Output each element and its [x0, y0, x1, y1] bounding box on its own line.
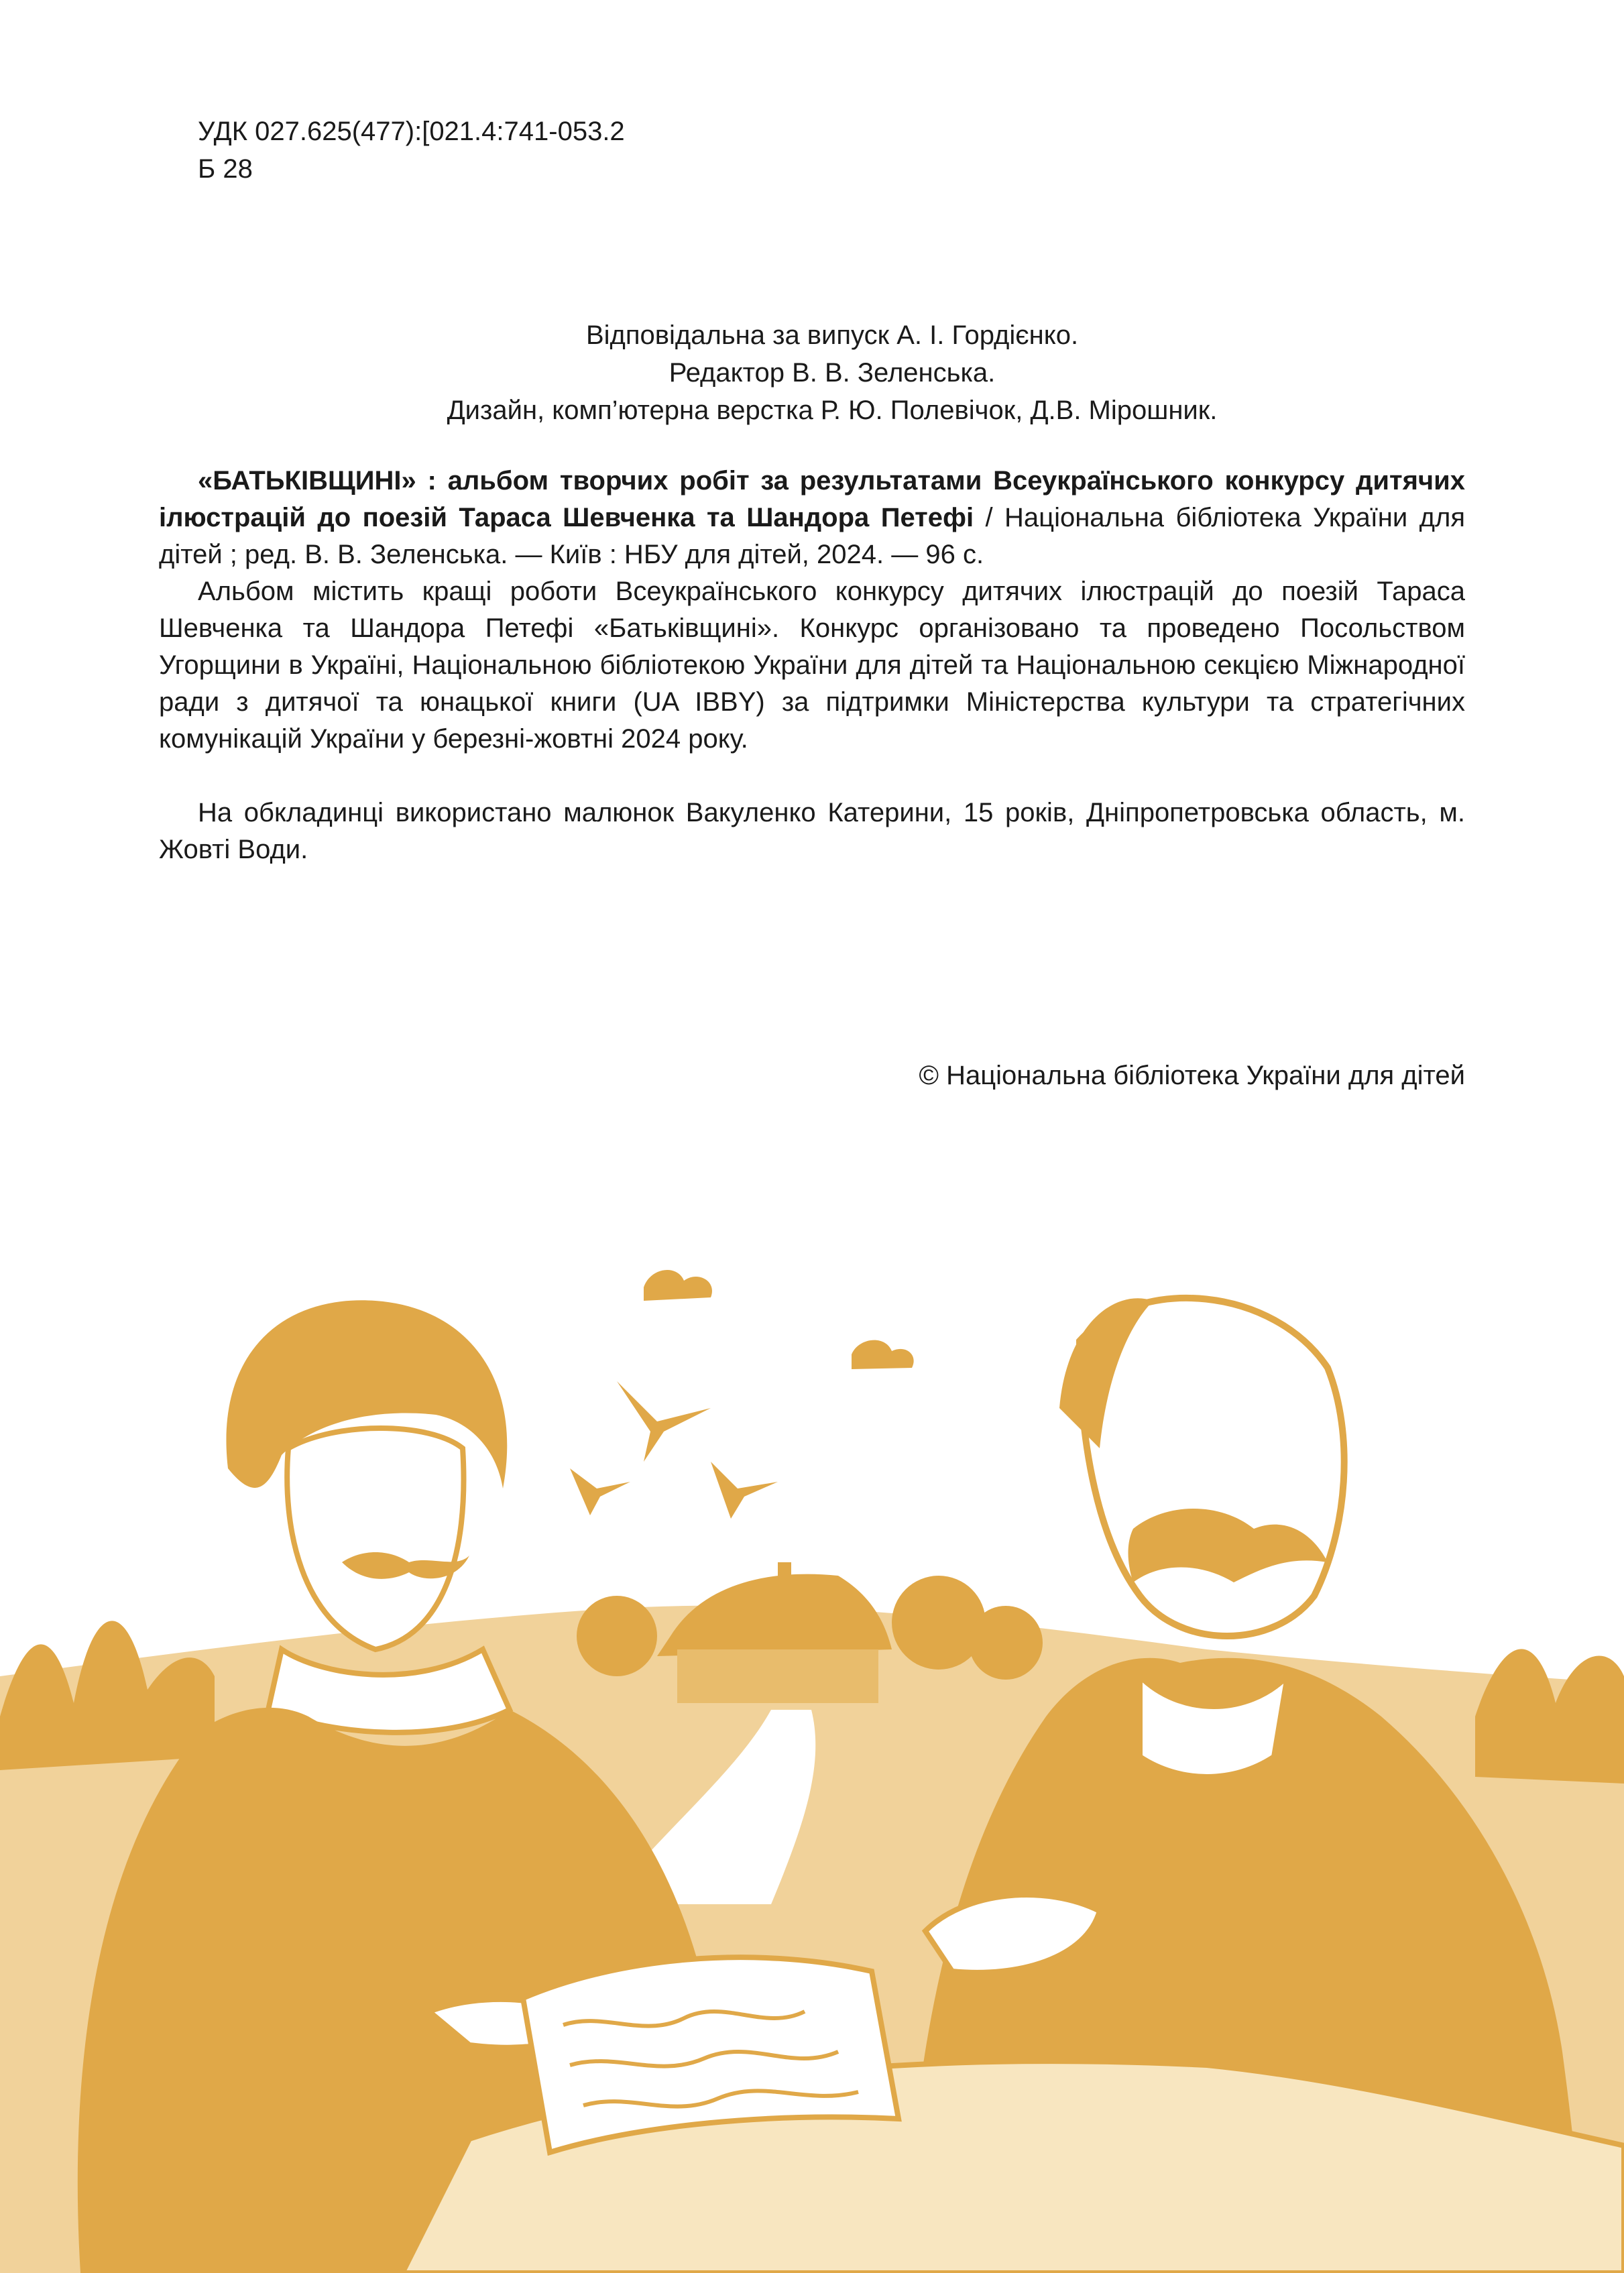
tree-line [0, 1621, 215, 1770]
album-title: «БАТЬКІВЩИНІ» : альбом творчих робіт за результатами Всеукраїнського конкурсу дитячих ілюстрацій до поезій Тараса Шевченка та Шандора Петефі [159, 466, 1465, 532]
cover-note: На обкладинці використано малюнок Вакуленко Катерини, 15 років, Дніпропетровська область, м. Жовті Води. [159, 798, 1465, 864]
bbk-code: Б 28 [198, 154, 253, 184]
cloud-2 [852, 1340, 914, 1369]
bibliographic-entry [159, 463, 1465, 573]
left-figure-face [287, 1428, 463, 1649]
stork-2 [570, 1468, 630, 1515]
credits-block [0, 316, 1624, 429]
cottage-chimney [778, 1562, 791, 1589]
cottage-roof [657, 1574, 892, 1656]
catalog-codes [198, 113, 625, 188]
tree-1 [577, 1596, 657, 1676]
credit-design: Дизайн, комп’ютерна верстка Р. Ю. Полевічок, Д.В. Мірошник. [447, 396, 1218, 425]
cottage-wall [677, 1649, 878, 1703]
stork-1 [617, 1381, 711, 1462]
udk-code: УДК 027.625(477):[021.4:741-053.2 [198, 117, 625, 146]
cloud-1 [644, 1270, 712, 1301]
copyright-line: © Національна бібліотека України для дітей [919, 1061, 1465, 1090]
stork-3 [711, 1462, 778, 1519]
credit-responsible: Відповідальна за випуск А. І. Гордієнко. [585, 320, 1079, 350]
portrait-illustration [0, 1247, 1624, 2273]
credit-editor: Редактор В. В. Зеленська. [669, 358, 996, 388]
tree-3 [969, 1606, 1043, 1680]
publication-details: / Національна бібліотека України для дітей ; ред. В. В. Зеленська. — Київ : НБУ для дітей, 2024. — 96 с. [159, 503, 1465, 569]
tree-line-right [1475, 1649, 1624, 1784]
bibliographic-description [159, 463, 1465, 868]
annotation: Альбом містить кращі роботи Всеукраїнського конкурсу дитячих ілюстрацій до поезій Тараса Шевченка та Шандора Петефі «Батьківщині». Конкурс організовано та проведено Посольством Угорщини в Україні, Національною бібліотекою України для дітей та Національною секцією Міжнародної ради з дитячої та юнацької книги (UA IBBY) за підтримки Міністерства культури та стратегічних комунікацій України у березні-жовтні 2024 року. [159, 577, 1465, 754]
